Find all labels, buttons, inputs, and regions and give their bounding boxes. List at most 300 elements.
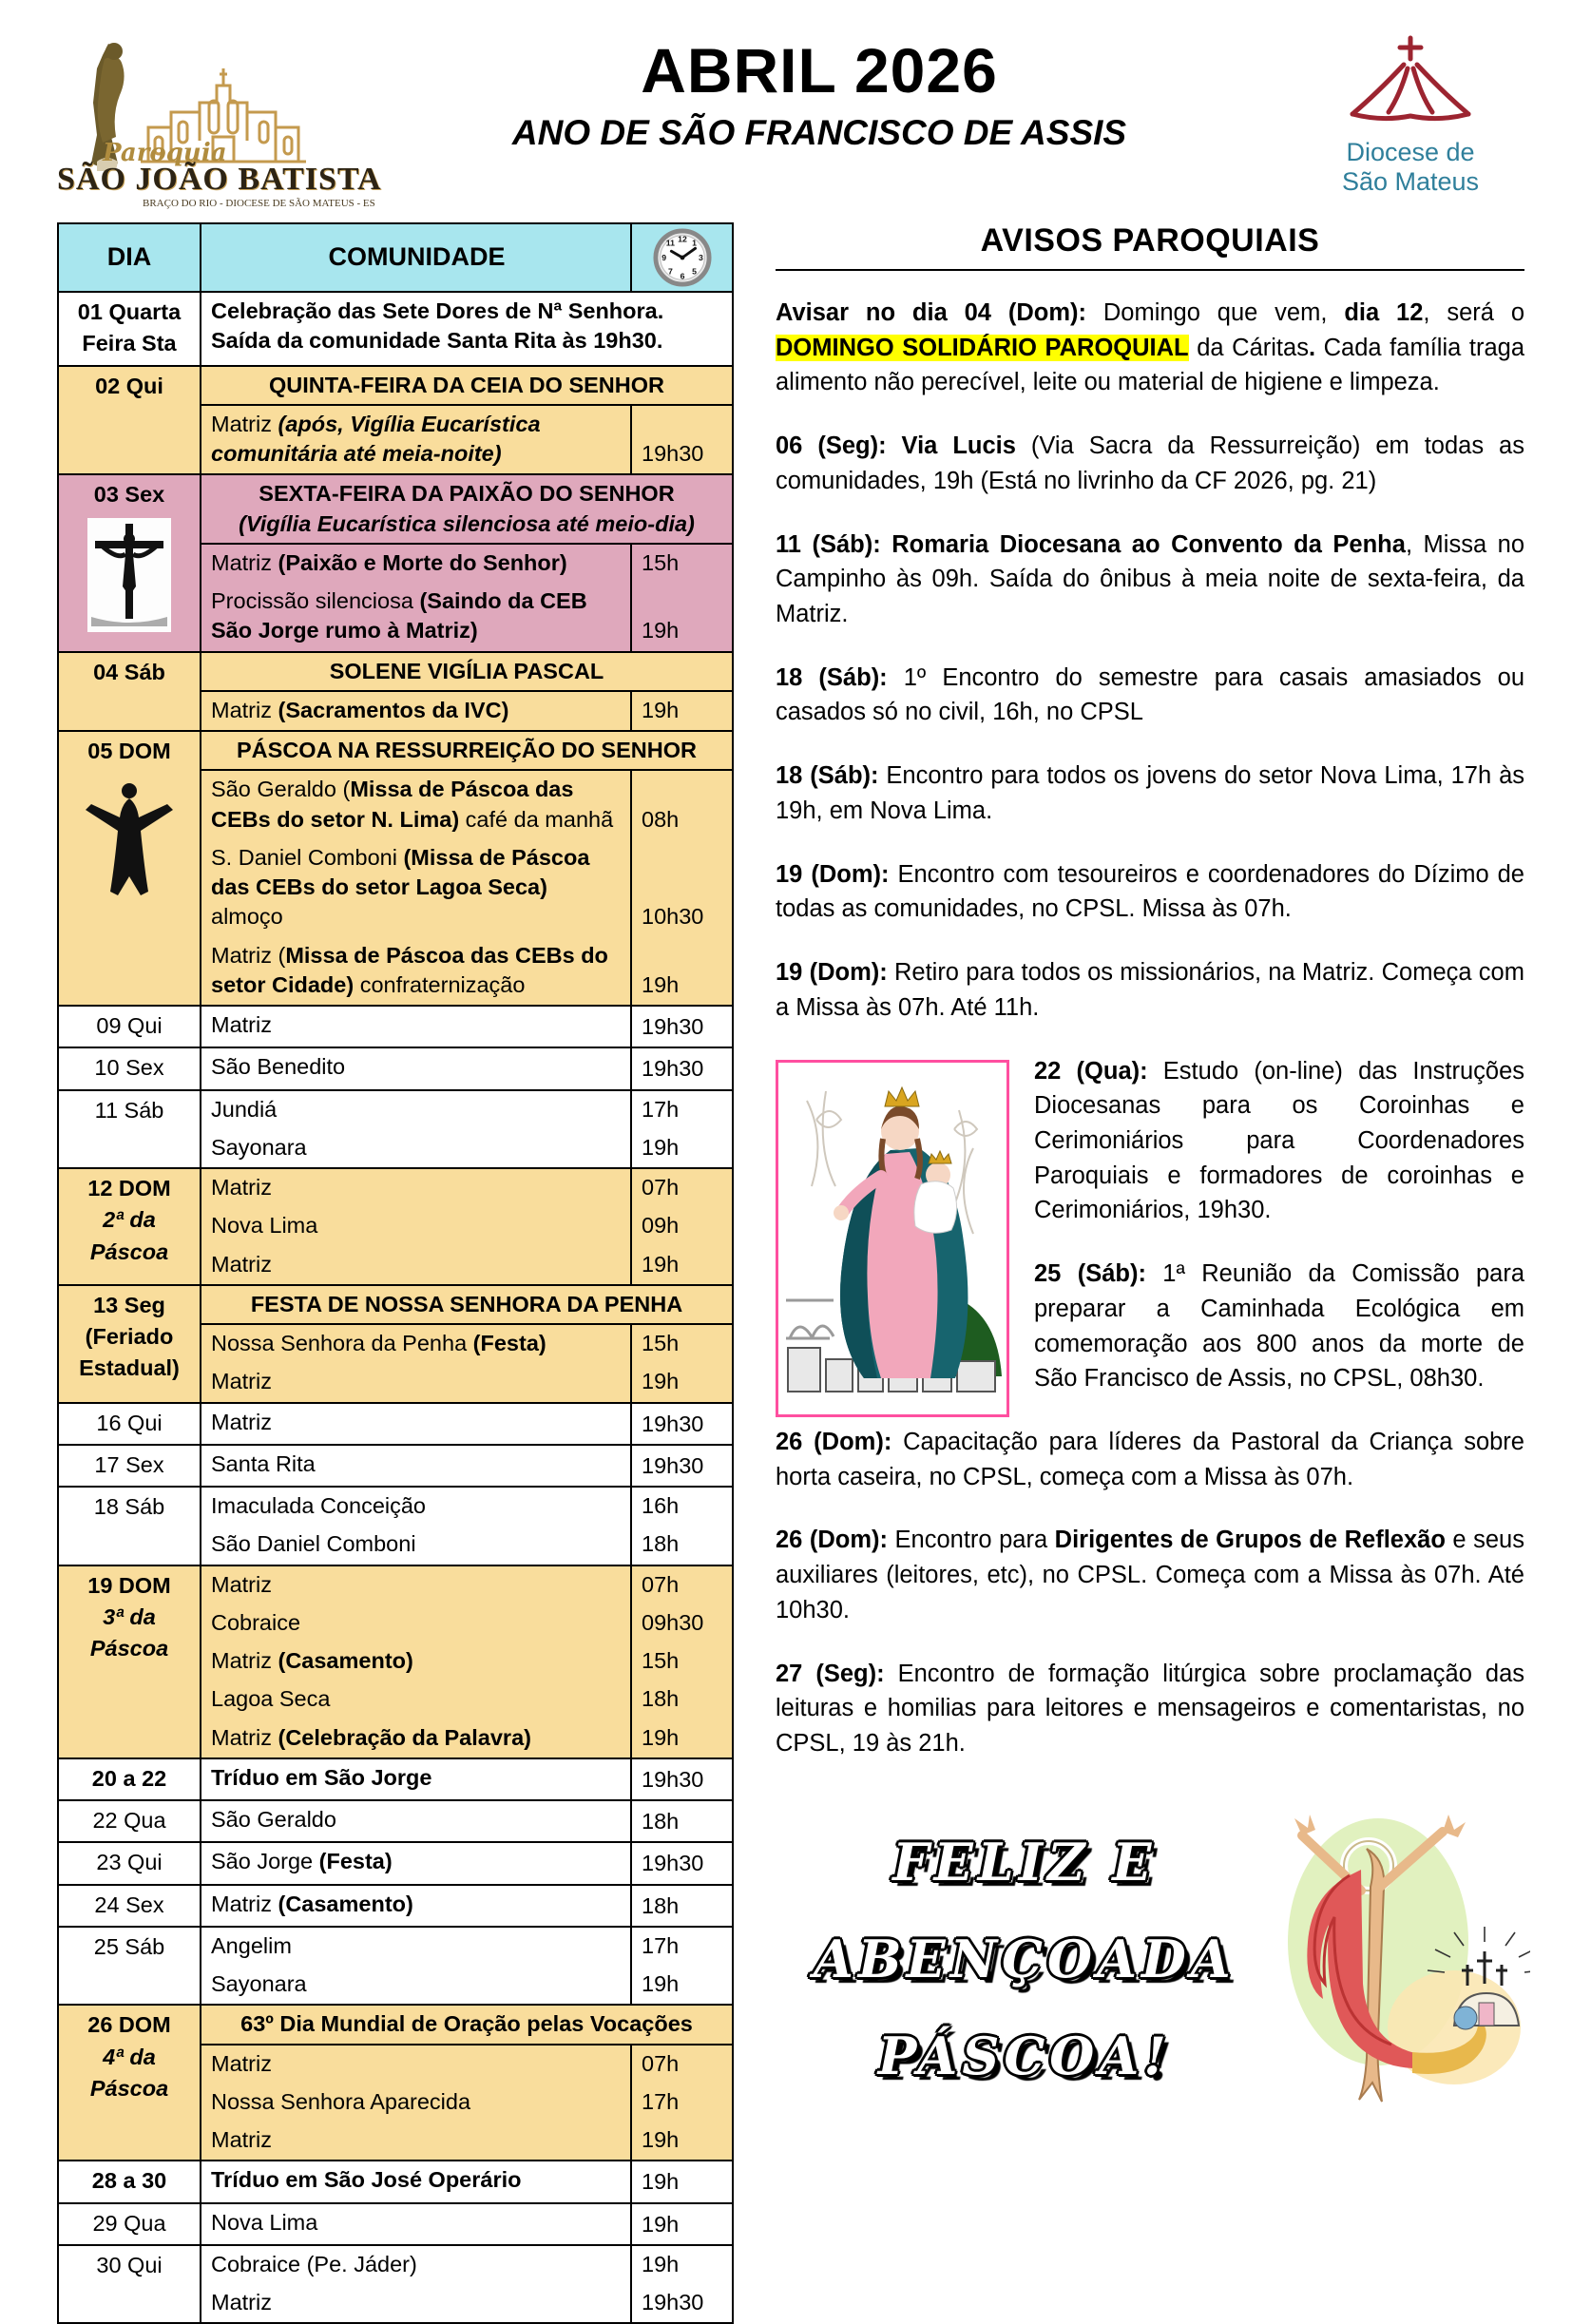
community-cell xyxy=(201,1719,630,1757)
entries xyxy=(201,1325,732,1402)
event-entry xyxy=(201,2161,732,2201)
time-cell: 19h xyxy=(630,2161,732,2201)
parish-logo-script: Paroquia xyxy=(103,139,227,167)
text-segment: Jundiá xyxy=(211,1096,278,1122)
community-cell xyxy=(201,2284,630,2322)
community-cell xyxy=(201,1966,630,2004)
aviso-paragraph xyxy=(776,955,1524,1025)
text-segment: 22 (Qua): xyxy=(1034,1057,1163,1085)
entries xyxy=(201,1886,732,1926)
text-segment: Matriz xyxy=(211,2050,272,2076)
event-entry xyxy=(201,1681,732,1719)
time-cell: 19h xyxy=(630,1129,732,1167)
time-cell: 18h xyxy=(630,1886,732,1926)
community-cell xyxy=(201,1759,630,1799)
community-cell-group xyxy=(201,1843,732,1883)
entries xyxy=(201,2204,732,2244)
community-cell xyxy=(201,1129,630,1167)
day-cell xyxy=(59,1007,201,1047)
community-cell xyxy=(201,2246,630,2284)
event-entry xyxy=(201,2084,732,2122)
entries xyxy=(201,1048,732,1088)
text-segment: café da manhã xyxy=(459,806,614,832)
event-entry xyxy=(201,1207,732,1245)
feast-subheader xyxy=(201,2006,732,2045)
day-label: 04 Sáb xyxy=(93,659,165,684)
day-label: 03 Sex xyxy=(93,482,165,508)
table-row xyxy=(59,1444,732,1486)
text-segment: confraternização xyxy=(354,971,526,997)
page-title: ABRIL 2026 xyxy=(641,35,998,106)
text-segment: Tríduo em São José Operário xyxy=(211,2167,522,2193)
text-segment: Cobraice xyxy=(211,1609,301,1635)
event-entry xyxy=(201,771,732,839)
day-label: 10 Sex xyxy=(94,1055,164,1081)
day-cell xyxy=(59,1801,201,1841)
text-segment: Cada família traga alimento não perecível, leite ou material de higiene e limpeza. xyxy=(776,334,1525,396)
text-segment: Estudo (on-line) das Instruções Diocesanas para os Coroinhas e Cerimoniários para Coordenadores Paroquiais e formadores de coroinhas e Cerimoniários, 19h30. xyxy=(1034,1057,1524,1224)
entries xyxy=(201,2046,732,2161)
text-segment: Matriz xyxy=(211,549,278,575)
text-segment: 19 (Dom): xyxy=(776,959,894,987)
text-segment: almoço xyxy=(211,904,283,930)
fullspan-event-text xyxy=(201,293,732,362)
text-segment: Santa Rita xyxy=(211,1450,316,1476)
day-sublabel: 4ª da xyxy=(103,2044,156,2069)
day-label: 05 DOM xyxy=(87,739,171,763)
entries xyxy=(201,2161,732,2201)
text-segment: Missa de Páscoa das CEBs do setor N. Lima) xyxy=(211,777,574,832)
text-segment: Nova Lima xyxy=(211,2209,318,2235)
event-entry xyxy=(201,1966,732,2004)
text-segment: 06 (Seg): Via Lucis xyxy=(776,432,1031,460)
event-entry xyxy=(201,1526,732,1564)
text-segment: Matriz xyxy=(211,1891,278,1916)
time-cell: 19h30 xyxy=(630,406,732,474)
text-segment: (Via Sacra da Ressurreição) em todas as comunidades, 19h (Está no livrinho da CF 2026, pg. 21) xyxy=(776,432,1524,494)
event-entry xyxy=(201,1928,732,1966)
event-entry xyxy=(201,406,732,474)
community-cell xyxy=(201,1246,630,1284)
time-cell: 09h30 xyxy=(630,1604,732,1642)
day-sublabel: Páscoa xyxy=(89,1239,169,1264)
entries xyxy=(201,1404,732,1444)
text-segment: Matriz xyxy=(211,2290,272,2314)
community-cell xyxy=(201,692,630,730)
day-sublabel: Estadual) xyxy=(79,1355,180,1381)
day-cell xyxy=(59,1759,201,1799)
day-label: 22 Qua xyxy=(92,1808,166,1833)
table-row xyxy=(59,1486,732,1565)
time-cell: 08h xyxy=(630,771,732,839)
community-cell xyxy=(201,2084,630,2122)
event-entry xyxy=(201,1048,732,1088)
day-label: 20 a 22 xyxy=(91,1765,167,1791)
day-label: 30 Qui xyxy=(96,2252,163,2277)
event-entry xyxy=(201,1843,732,1883)
entries xyxy=(201,1759,732,1799)
text-segment: Encontro com tesoureiros e coordenadores do Dízimo de todas as comunidades, no CPSL. Missa às 07h. xyxy=(776,860,1524,923)
text-segment: Matriz xyxy=(211,1175,272,1200)
svg-text:12: 12 xyxy=(677,234,687,244)
crucifix-icon xyxy=(87,518,171,640)
easter-greeting-line: ABENÇOADA xyxy=(814,1928,1236,1989)
text-segment: 18 (Sáb): xyxy=(776,762,887,790)
avisos-column xyxy=(776,222,1524,2122)
day-cell xyxy=(59,1404,201,1444)
text-segment: DOMINGO SOLIDÁRIO PAROQUIAL xyxy=(776,334,1189,361)
text-segment: , será o xyxy=(1423,299,1524,326)
day-cell xyxy=(59,1091,201,1168)
community-cell-group xyxy=(201,1886,732,1926)
diocese-logo-text xyxy=(1296,138,1524,197)
text-segment: Retiro para todos os missionários, na Matriz. Começa com a Missa às 07h. Até 11h. xyxy=(776,959,1524,1021)
day-cell xyxy=(59,1566,201,1757)
time-cell: 19h xyxy=(630,583,732,651)
community-cell xyxy=(201,839,630,937)
title-block xyxy=(342,27,1296,153)
event-entry xyxy=(201,1007,732,1047)
text-segment: Matriz ( xyxy=(211,942,286,968)
time-cell: 19h30 xyxy=(630,1446,732,1486)
day-label: 09 Qui xyxy=(96,1013,163,1038)
community-cell xyxy=(201,1207,630,1245)
text-segment: Matriz xyxy=(211,1251,272,1277)
day-label: 28 a 30 xyxy=(91,2168,167,2194)
time-cell: 16h xyxy=(630,1488,732,1526)
column-header-dia: DIA xyxy=(59,224,201,291)
event-entry xyxy=(201,2204,732,2244)
text-segment: Procissão silenciosa xyxy=(211,588,420,613)
community-cell xyxy=(201,2161,630,2201)
diocese-logo xyxy=(1296,27,1524,197)
easter-block xyxy=(776,1796,1524,2122)
table-row xyxy=(59,651,732,731)
text-segment: (Saindo da CEB São Jorge rumo à Matriz) xyxy=(211,588,587,643)
table-row xyxy=(59,2160,732,2201)
event-entry xyxy=(201,1404,732,1444)
table-row xyxy=(59,2004,732,2160)
svg-text:9: 9 xyxy=(661,252,666,262)
community-cell xyxy=(201,583,630,651)
svg-text:3: 3 xyxy=(698,252,703,262)
day-label: 02 Qui xyxy=(95,373,163,398)
community-cell xyxy=(201,1488,630,1526)
aviso-paragraph xyxy=(776,857,1524,927)
avisos-title: AVISOS PAROQUIAIS xyxy=(980,222,1320,259)
text-segment: (Sacramentos da IVC) xyxy=(278,697,509,722)
day-label: 16 Qui xyxy=(96,1410,163,1435)
text-segment: . xyxy=(1308,334,1316,361)
text-segment: 26 (Dom): xyxy=(776,1428,904,1455)
svg-text:7: 7 xyxy=(667,266,673,277)
day-sublabel: Páscoa xyxy=(89,1636,169,1661)
event-entry xyxy=(201,1719,732,1757)
day-label: 26 DOM xyxy=(87,2012,171,2038)
time-cell: 07h xyxy=(630,1169,732,1207)
day-sublabel: 2ª da xyxy=(103,1207,156,1233)
entries xyxy=(201,1801,732,1841)
event-entry xyxy=(201,1566,732,1604)
text-segment: 26 (Dom): xyxy=(776,1527,895,1554)
day-label: Feira Sta xyxy=(82,331,177,356)
text-segment: Encontro para xyxy=(894,1527,1055,1554)
time-cell: 19h xyxy=(630,1363,732,1401)
text-segment: Cobraice (Pe. Jáder) xyxy=(211,2251,417,2276)
text-segment: (Festa) xyxy=(318,1849,393,1874)
day-cell xyxy=(59,1446,201,1486)
text-segment: (Casamento) xyxy=(278,1891,413,1916)
diocese-logo-line1: Diocese de xyxy=(1346,138,1475,166)
feast-subheader-text: SOLENE VIGÍLIA PASCAL xyxy=(329,658,604,683)
community-cell-group xyxy=(201,653,732,731)
time-cell: 18h xyxy=(630,1526,732,1564)
text-segment: São Geraldo xyxy=(211,1807,336,1832)
day-label: 29 Qua xyxy=(92,2210,166,2236)
text-segment: Matriz xyxy=(211,411,278,436)
text-segment: Matriz xyxy=(211,1571,272,1597)
event-entry xyxy=(201,1246,732,1284)
day-sublabel: (Feriado xyxy=(85,1324,174,1349)
easter-greeting-line: PÁSCOA! xyxy=(877,2025,1171,2086)
day-label: 23 Qui xyxy=(96,1850,163,1875)
text-segment: 25 (Sáb): xyxy=(1034,1260,1163,1288)
time-cell: 15h xyxy=(630,545,732,583)
text-segment: Lagoa Seca xyxy=(211,1686,331,1712)
text-segment: (Casamento) xyxy=(278,1648,413,1673)
feast-subheader xyxy=(201,653,732,692)
table-row xyxy=(59,1284,732,1402)
time-cell: 19h xyxy=(630,2204,732,2244)
community-cell xyxy=(201,1048,630,1088)
text-segment: Nova Lima xyxy=(211,1213,318,1239)
aviso-paragraph xyxy=(776,1425,1524,1494)
main-content xyxy=(0,222,1572,2324)
time-cell: 15h xyxy=(630,1325,732,1363)
day-cell xyxy=(59,1886,201,1926)
community-cell-group xyxy=(201,2161,732,2201)
community-cell-group xyxy=(201,1928,732,2005)
community-cell xyxy=(201,1604,630,1642)
page-header xyxy=(0,0,1572,207)
text-segment: Nossa Senhora Aparecida xyxy=(211,2088,471,2114)
nossa-senhora-da-penha-image xyxy=(776,1060,1009,1417)
day-cell xyxy=(59,1048,201,1088)
text-segment: da Cáritas xyxy=(1188,334,1309,361)
community-cell xyxy=(201,1169,630,1207)
event-entry xyxy=(201,1091,732,1129)
text-segment: S. Daniel Comboni xyxy=(211,844,404,870)
aviso-paragraph xyxy=(776,429,1524,498)
text-segment: Matriz xyxy=(211,1369,272,1394)
clock-icon xyxy=(630,224,732,291)
time-cell: 19h30 xyxy=(630,1048,732,1088)
time-cell: 19h xyxy=(630,1966,732,2004)
parish-logo xyxy=(57,27,382,221)
text-segment: 11 (Sáb): Romaria Diocesana ao Convento da Penha xyxy=(776,530,1406,558)
day-cell xyxy=(59,1488,201,1565)
text-segment: dia 12 xyxy=(1344,299,1424,326)
time-cell: 19h xyxy=(630,1246,732,1284)
event-entry xyxy=(201,1169,732,1207)
event-entry xyxy=(201,2046,732,2084)
text-segment: Capacitação para líderes da Pastoral da Criança sobre horta caseira, no CPSL, começa com a Missa às 07h. xyxy=(776,1428,1524,1490)
event-entry xyxy=(201,1886,732,1926)
time-cell: 19h30 xyxy=(630,1759,732,1799)
text-segment: Angelim xyxy=(211,1932,292,1958)
community-cell xyxy=(201,2122,630,2160)
avisos-title-rule xyxy=(776,269,1524,271)
text-segment: Sayonara xyxy=(211,1971,307,1996)
table-row xyxy=(59,1167,732,1284)
tent-cross-icon xyxy=(1339,27,1482,131)
aviso-paragraph xyxy=(776,759,1524,828)
table-row xyxy=(59,1089,732,1168)
day-label: 11 Sáb xyxy=(94,1097,164,1123)
community-cell xyxy=(201,1843,630,1883)
day-cell xyxy=(59,1843,201,1883)
diocese-logo-line2: São Mateus xyxy=(1341,167,1480,197)
day-cell xyxy=(59,1169,201,1284)
time-cell: 19h30 xyxy=(630,1404,732,1444)
event-entry xyxy=(201,1759,732,1799)
text-segment: (Paixão e Morte do Senhor) xyxy=(278,549,567,575)
community-cell xyxy=(201,1446,630,1486)
community-cell-group xyxy=(201,2204,732,2244)
community-cell-group xyxy=(201,1404,732,1444)
aviso-paragraph xyxy=(776,296,1524,400)
table-row xyxy=(59,2244,732,2323)
text-segment: São Jorge xyxy=(211,1849,319,1874)
svg-text:5: 5 xyxy=(691,266,697,277)
time-cell: 18h xyxy=(630,1681,732,1719)
feast-subheader xyxy=(201,1286,732,1325)
text-segment: 27 (Seg): xyxy=(776,1660,898,1687)
community-cell xyxy=(201,1091,630,1129)
feast-subheader-text: QUINTA-FEIRA DA CEIA DO SENHOR xyxy=(268,372,665,397)
day-label: 18 Sáb xyxy=(93,1494,165,1519)
time-cell: 07h xyxy=(630,1566,732,1604)
calendar-column xyxy=(57,222,734,2324)
table-row xyxy=(59,1799,732,1841)
community-cell-group xyxy=(201,2246,732,2323)
time-cell: 07h xyxy=(630,2046,732,2084)
feast-subheader-text: PÁSCOA NA RESSURREIÇÃO DO SENHOR xyxy=(237,738,697,762)
time-cell: 17h xyxy=(630,2084,732,2122)
community-cell xyxy=(201,937,630,1006)
text-segment: 1ª Reunião da Comissão para preparar a Caminhada Ecológica em comemoração aos 800 anos da morte de São Francisco de Assis, no CPSL, 08h30. xyxy=(1034,1260,1524,1392)
easter-greeting xyxy=(776,1796,1236,2122)
time-cell: 17h xyxy=(630,1091,732,1129)
time-cell: 19h xyxy=(630,692,732,730)
community-cell xyxy=(201,771,630,839)
text-segment: 19 (Dom): xyxy=(776,860,898,888)
feast-subheader xyxy=(201,475,732,545)
text-segment: Sayonara xyxy=(211,1134,307,1160)
entries xyxy=(201,1007,732,1047)
day-label: 19 DOM xyxy=(87,1572,171,1598)
text-segment: Matriz xyxy=(211,1724,278,1750)
text-segment: Matriz xyxy=(211,697,278,722)
community-cell xyxy=(201,1642,630,1681)
parish-logo-subline: BRAÇO DO RIO - DIOCESE DE SÃO MATEUS - ES xyxy=(143,198,375,209)
community-cell xyxy=(201,1007,630,1047)
calendar-table xyxy=(57,222,734,2324)
text-segment: (Festa) xyxy=(472,1331,546,1355)
time-cell: 19h xyxy=(630,1719,732,1757)
avisos-wrap-block xyxy=(776,1054,1524,1790)
entries xyxy=(201,1446,732,1486)
text-segment: e seus auxiliares (leitores, etc), no CPSL. Começa com a Missa às 07h. Até 10h30. xyxy=(776,1527,1524,1623)
event-entry xyxy=(201,839,732,937)
text-segment: Domingo que vem, xyxy=(1102,299,1345,326)
day-label: 13 Seg xyxy=(93,1292,165,1317)
community-cell-group xyxy=(201,475,732,650)
text-segment: Celebração das Sete Dores de Nª Senhora. Saída da comunidade Santa Rita às 19h30. xyxy=(211,298,664,354)
aviso-paragraph xyxy=(776,1657,1524,1761)
entries xyxy=(201,545,732,651)
table-row xyxy=(59,1841,732,1883)
entries xyxy=(201,1843,732,1883)
day-cell xyxy=(59,2204,201,2244)
table-row xyxy=(59,1047,732,1088)
community-cell-group xyxy=(201,1091,732,1168)
community-cell xyxy=(201,2204,630,2244)
parish-logo-name: SÃO JOÃO BATISTA xyxy=(57,162,382,197)
event-entry xyxy=(201,1363,732,1401)
text-segment: São Benedito xyxy=(211,1054,346,1080)
event-entry xyxy=(201,2284,732,2322)
community-cell-group xyxy=(201,1048,732,1088)
table-row xyxy=(59,473,732,650)
day-sublabel: Páscoa xyxy=(89,2075,169,2101)
table-header-row xyxy=(59,224,732,291)
text-segment: Matriz xyxy=(211,1012,272,1037)
aviso-paragraph xyxy=(776,528,1524,632)
column-header-comunidade: COMUNIDADE xyxy=(328,241,506,271)
day-label: 17 Sex xyxy=(94,1451,164,1477)
community-cell-group xyxy=(201,1007,732,1047)
text-segment: Missa de Páscoa das CEBs do setor Cidade) xyxy=(211,942,608,997)
table-row xyxy=(59,365,732,474)
day-cell xyxy=(59,653,201,731)
event-entry xyxy=(201,1604,732,1642)
event-entry xyxy=(201,937,732,1006)
entries xyxy=(201,1091,732,1168)
table-row xyxy=(59,1926,732,2005)
community-cell xyxy=(201,1325,630,1363)
community-cell xyxy=(201,1886,630,1926)
entries xyxy=(201,1169,732,1284)
time-cell: 19h xyxy=(630,937,732,1006)
table-row xyxy=(59,291,732,365)
time-cell: 18h xyxy=(630,1801,732,1841)
community-cell xyxy=(201,1363,630,1401)
text-segment: 1º Encontro do semestre para casais amasiados ou casados só no civil, 16h, no CPSL xyxy=(776,663,1525,726)
feast-subheader-text: 63º Dia Mundial de Oração pelas Vocações xyxy=(240,2011,693,2037)
community-cell xyxy=(201,2046,630,2084)
entries xyxy=(201,2246,732,2323)
community-cell-group xyxy=(201,1446,732,1486)
community-cell xyxy=(201,1681,630,1719)
community-cell-group xyxy=(201,1286,732,1402)
entries xyxy=(201,692,732,730)
text-segment: 18 (Sáb): xyxy=(776,663,904,691)
table-row xyxy=(59,1005,732,1047)
feast-subheader-text: SEXTA-FEIRA DA PAIXÃO DO SENHOR xyxy=(259,481,675,507)
day-label: 01 Quarta xyxy=(77,299,182,324)
community-cell-group xyxy=(201,1759,732,1799)
